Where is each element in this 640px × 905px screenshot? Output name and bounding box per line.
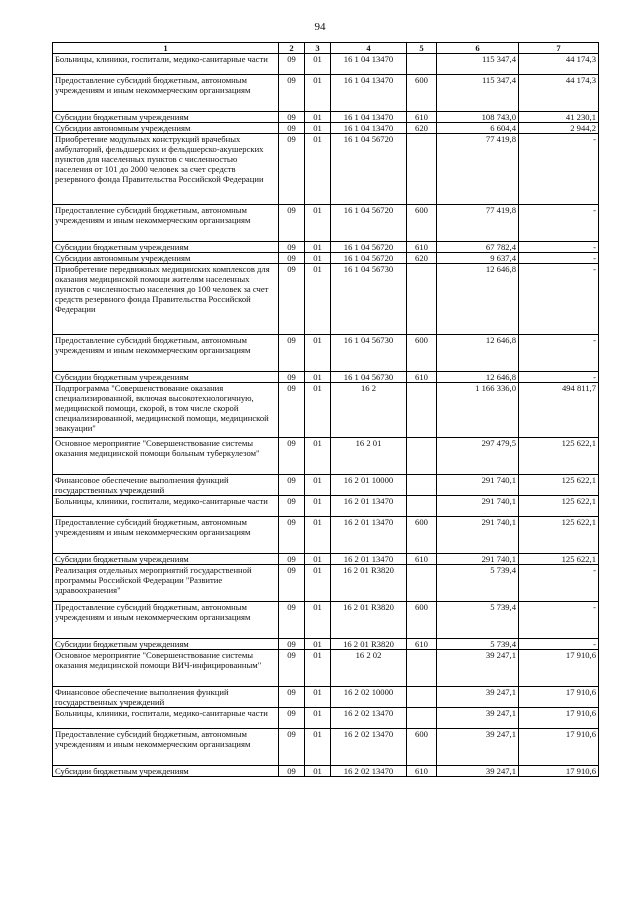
amount-2-cell: 2 944,2 xyxy=(519,123,599,134)
section-code-cell: 09 xyxy=(279,242,305,253)
amount-2-cell: - xyxy=(519,264,599,335)
amount-cell: 291 740,1 xyxy=(437,496,519,517)
section-code-cell: 09 xyxy=(279,729,305,766)
amount-2-cell: 125 622,1 xyxy=(519,475,599,496)
amount-2-cell: 494 811,7 xyxy=(519,383,599,438)
subsection-code-cell: 01 xyxy=(305,75,331,112)
table-row xyxy=(53,729,599,766)
table-row xyxy=(53,766,599,777)
amount-2-cell: 125 622,1 xyxy=(519,517,599,554)
table-row xyxy=(53,383,599,438)
section-code-cell: 09 xyxy=(279,496,305,517)
target-article-cell: 16 2 02 10000 xyxy=(331,687,407,708)
subsection-code-cell: 01 xyxy=(305,496,331,517)
expense-type-cell xyxy=(407,383,437,438)
amount-2-cell: - xyxy=(519,335,599,372)
section-code-cell: 09 xyxy=(279,205,305,242)
table-row xyxy=(53,242,599,253)
amount-cell: 291 740,1 xyxy=(437,554,519,565)
table-row xyxy=(53,75,599,112)
amount-cell: 291 740,1 xyxy=(437,517,519,554)
target-article-cell: 16 1 04 13470 xyxy=(331,54,407,75)
subsection-code-cell: 01 xyxy=(305,565,331,602)
target-article-cell: 16 1 04 56720 xyxy=(331,134,407,205)
expense-type-cell: 620 xyxy=(407,123,437,134)
subsection-code-cell: 01 xyxy=(305,766,331,777)
target-article-cell: 16 2 01 13470 xyxy=(331,517,407,554)
section-code-cell: 09 xyxy=(279,335,305,372)
target-article-cell: 16 1 04 13470 xyxy=(331,75,407,112)
amount-2-cell: - xyxy=(519,565,599,602)
table-row xyxy=(53,253,599,264)
header-cell-2: 2 xyxy=(279,43,305,54)
subsection-code-cell: 01 xyxy=(305,134,331,205)
row-name-cell: Субсидии автономным учреждениям xyxy=(53,123,279,134)
row-name-cell: Субсидии бюджетным учреждениям xyxy=(53,766,279,777)
subsection-code-cell: 01 xyxy=(305,708,331,729)
amount-2-cell: 125 622,1 xyxy=(519,554,599,565)
row-name-cell: Предоставление субсидий бюджетным, автономным учреждениям и иным некоммерческим организациям xyxy=(53,205,279,242)
section-code-cell: 09 xyxy=(279,554,305,565)
expense-type-cell: 600 xyxy=(407,205,437,242)
target-article-cell: 16 2 01 xyxy=(331,438,407,475)
expense-type-cell: 600 xyxy=(407,75,437,112)
row-name-cell: Субсидии бюджетным учреждениям xyxy=(53,372,279,383)
expense-type-cell: 610 xyxy=(407,766,437,777)
section-code-cell: 09 xyxy=(279,517,305,554)
header-cell-1: 1 xyxy=(53,43,279,54)
amount-2-cell: - xyxy=(519,372,599,383)
amount-2-cell: - xyxy=(519,253,599,264)
expense-type-cell: 600 xyxy=(407,729,437,766)
table-row xyxy=(53,438,599,475)
table-row xyxy=(53,650,599,687)
expense-type-cell: 610 xyxy=(407,242,437,253)
section-code-cell: 09 xyxy=(279,123,305,134)
section-code-cell: 09 xyxy=(279,438,305,475)
amount-cell: 39 247,1 xyxy=(437,650,519,687)
amount-cell: 115 347,4 xyxy=(437,75,519,112)
subsection-code-cell: 01 xyxy=(305,517,331,554)
amount-cell: 67 782,4 xyxy=(437,242,519,253)
row-name-cell: Больницы, клиники, госпитали, медико-санитарные части xyxy=(53,708,279,729)
row-name-cell: Реализация отдельных мероприятий государственной программы Российской Федерации "Развитие здравоохранения" xyxy=(53,565,279,602)
row-name-cell: Субсидии бюджетным учреждениям xyxy=(53,554,279,565)
subsection-code-cell: 01 xyxy=(305,639,331,650)
target-article-cell: 16 2 xyxy=(331,383,407,438)
target-article-cell: 16 1 04 13470 xyxy=(331,123,407,134)
subsection-code-cell: 01 xyxy=(305,687,331,708)
expense-type-cell xyxy=(407,650,437,687)
row-name-cell: Больницы, клиники, госпитали, медико-санитарные части xyxy=(53,496,279,517)
table-row xyxy=(53,602,599,639)
subsection-code-cell: 01 xyxy=(305,383,331,438)
target-article-cell: 16 2 01 R3820 xyxy=(331,639,407,650)
target-article-cell: 16 2 01 R3820 xyxy=(331,565,407,602)
subsection-code-cell: 01 xyxy=(305,242,331,253)
page-number: 94 xyxy=(314,21,326,33)
amount-cell: 12 646,8 xyxy=(437,335,519,372)
row-name-cell: Предоставление субсидий бюджетным, автономным учреждениям и иным некоммерческим организациям xyxy=(53,602,279,639)
subsection-code-cell: 01 xyxy=(305,602,331,639)
table-row xyxy=(53,123,599,134)
amount-2-cell: 44 174,3 xyxy=(519,75,599,112)
section-code-cell: 09 xyxy=(279,383,305,438)
amount-2-cell: - xyxy=(519,602,599,639)
subsection-code-cell: 01 xyxy=(305,123,331,134)
subsection-code-cell: 01 xyxy=(305,253,331,264)
row-name-cell: Субсидии автономным учреждениям xyxy=(53,253,279,264)
amount-cell: 39 247,1 xyxy=(437,687,519,708)
target-article-cell: 16 2 01 13470 xyxy=(331,496,407,517)
header-row xyxy=(53,43,599,54)
subsection-code-cell: 01 xyxy=(305,112,331,123)
row-name-cell: Финансовое обеспечение выполнения функций государственных учреждений xyxy=(53,475,279,496)
row-name-cell: Приобретение передвижных медицинских комплексов для оказания медицинской помощи жителям населенных пунктов с численностью населения до 100 человек за счет средств резервного фонда Правительства Российской Федерации xyxy=(53,264,279,335)
amount-cell: 77 419,8 xyxy=(437,134,519,205)
amount-2-cell: 17 910,6 xyxy=(519,708,599,729)
amount-2-cell: 17 910,6 xyxy=(519,729,599,766)
target-article-cell: 16 2 02 13470 xyxy=(331,729,407,766)
expense-type-cell xyxy=(407,687,437,708)
expense-type-cell xyxy=(407,565,437,602)
amount-2-cell: 17 910,6 xyxy=(519,766,599,777)
amount-cell: 5 739,4 xyxy=(437,565,519,602)
table-row xyxy=(53,372,599,383)
section-code-cell: 09 xyxy=(279,372,305,383)
table-row xyxy=(53,517,599,554)
amount-cell: 6 604,4 xyxy=(437,123,519,134)
expense-type-cell xyxy=(407,54,437,75)
header-cell-5: 5 xyxy=(407,43,437,54)
target-article-cell: 16 2 01 13470 xyxy=(331,554,407,565)
target-article-cell: 16 2 01 R3820 xyxy=(331,602,407,639)
expense-type-cell xyxy=(407,438,437,475)
section-code-cell: 09 xyxy=(279,602,305,639)
table-row xyxy=(53,554,599,565)
amount-2-cell: - xyxy=(519,639,599,650)
row-name-cell: Финансовое обеспечение выполнения функций государственных учреждений xyxy=(53,687,279,708)
section-code-cell: 09 xyxy=(279,134,305,205)
table-body xyxy=(53,54,599,777)
target-article-cell: 16 2 02 xyxy=(331,650,407,687)
section-code-cell: 09 xyxy=(279,639,305,650)
table-row xyxy=(53,112,599,123)
expense-type-cell: 610 xyxy=(407,372,437,383)
section-code-cell: 09 xyxy=(279,54,305,75)
target-article-cell: 16 1 04 56730 xyxy=(331,372,407,383)
subsection-code-cell: 01 xyxy=(305,554,331,565)
target-article-cell: 16 2 02 13470 xyxy=(331,708,407,729)
header-cell-4: 4 xyxy=(331,43,407,54)
section-code-cell: 09 xyxy=(279,565,305,602)
table-row xyxy=(53,205,599,242)
header-cell-6: 6 xyxy=(437,43,519,54)
amount-2-cell: - xyxy=(519,242,599,253)
row-name-cell: Больницы, клиники, госпитали, медико-санитарные части xyxy=(53,54,279,75)
target-article-cell: 16 1 04 56720 xyxy=(331,205,407,242)
table-row xyxy=(53,496,599,517)
table-row xyxy=(53,335,599,372)
subsection-code-cell: 01 xyxy=(305,475,331,496)
expense-type-cell: 610 xyxy=(407,639,437,650)
row-name-cell: Субсидии бюджетным учреждениям xyxy=(53,639,279,650)
section-code-cell: 09 xyxy=(279,650,305,687)
expense-type-cell: 600 xyxy=(407,335,437,372)
target-article-cell: 16 1 04 56720 xyxy=(331,242,407,253)
amount-cell: 1 166 336,0 xyxy=(437,383,519,438)
table-row xyxy=(53,565,599,602)
row-name-cell: Приобретение модульных конструкций врачебных амбулаторий, фельдшерских и фельдшерско-акушерских пунктов для населенных пунктов с численностью населения от 101 до 2000 человек за счет средств резервного фонда Правительства Российской Федерации xyxy=(53,134,279,205)
amount-cell: 115 347,4 xyxy=(437,54,519,75)
amount-cell: 297 479,5 xyxy=(437,438,519,475)
section-code-cell: 09 xyxy=(279,264,305,335)
table-row xyxy=(53,475,599,496)
subsection-code-cell: 01 xyxy=(305,372,331,383)
expense-type-cell xyxy=(407,708,437,729)
amount-cell: 39 247,1 xyxy=(437,729,519,766)
table-row xyxy=(53,134,599,205)
target-article-cell: 16 1 04 13470 xyxy=(331,112,407,123)
amount-cell: 5 739,4 xyxy=(437,639,519,650)
amount-2-cell: 17 910,6 xyxy=(519,650,599,687)
expense-type-cell xyxy=(407,475,437,496)
amount-cell: 9 637,4 xyxy=(437,253,519,264)
amount-2-cell: 125 622,1 xyxy=(519,496,599,517)
amount-2-cell: 41 230,1 xyxy=(519,112,599,123)
section-code-cell: 09 xyxy=(279,687,305,708)
amount-cell: 108 743,0 xyxy=(437,112,519,123)
table-row xyxy=(53,54,599,75)
row-name-cell: Субсидии бюджетным учреждениям xyxy=(53,112,279,123)
row-name-cell: Предоставление субсидий бюджетным, автономным учреждениям и иным некоммерческим организациям xyxy=(53,517,279,554)
row-name-cell: Подпрограмма "Совершенствование оказания специализированной, включая высокотехнологичную, медицинской помощи, скорой, в том числе скорой специализированной, медицинской помощи, медицинской эвакуации" xyxy=(53,383,279,438)
expense-type-cell xyxy=(407,496,437,517)
target-article-cell: 16 1 04 56730 xyxy=(331,335,407,372)
expense-type-cell xyxy=(407,134,437,205)
amount-2-cell: - xyxy=(519,134,599,205)
section-code-cell: 09 xyxy=(279,75,305,112)
expense-type-cell: 610 xyxy=(407,112,437,123)
target-article-cell: 16 2 01 10000 xyxy=(331,475,407,496)
subsection-code-cell: 01 xyxy=(305,335,331,372)
amount-cell: 77 419,8 xyxy=(437,205,519,242)
table-row xyxy=(53,639,599,650)
amount-2-cell: - xyxy=(519,205,599,242)
target-article-cell: 16 1 04 56720 xyxy=(331,253,407,264)
expense-type-cell xyxy=(407,264,437,335)
amount-cell: 291 740,1 xyxy=(437,475,519,496)
section-code-cell: 09 xyxy=(279,253,305,264)
expense-type-cell: 620 xyxy=(407,253,437,264)
target-article-cell: 16 2 02 13470 xyxy=(331,766,407,777)
section-code-cell: 09 xyxy=(279,708,305,729)
section-code-cell: 09 xyxy=(279,766,305,777)
header-cell-7: 7 xyxy=(519,43,599,54)
table-row xyxy=(53,264,599,335)
amount-cell: 12 646,8 xyxy=(437,264,519,335)
expense-type-cell: 600 xyxy=(407,602,437,639)
header-cell-3: 3 xyxy=(305,43,331,54)
row-name-cell: Субсидии бюджетным учреждениям xyxy=(53,242,279,253)
amount-cell: 5 739,4 xyxy=(437,602,519,639)
section-code-cell: 09 xyxy=(279,475,305,496)
table-row xyxy=(53,687,599,708)
amount-cell: 39 247,1 xyxy=(437,708,519,729)
subsection-code-cell: 01 xyxy=(305,205,331,242)
expense-type-cell: 610 xyxy=(407,554,437,565)
target-article-cell: 16 1 04 56730 xyxy=(331,264,407,335)
amount-2-cell: 44 174,3 xyxy=(519,54,599,75)
subsection-code-cell: 01 xyxy=(305,54,331,75)
section-code-cell: 09 xyxy=(279,112,305,123)
row-name-cell: Предоставление субсидий бюджетным, автономным учреждениям и иным некоммерческим организациям xyxy=(53,729,279,766)
subsection-code-cell: 01 xyxy=(305,264,331,335)
row-name-cell: Предоставление субсидий бюджетным, автономным учреждениям и иным некоммерческим организациям xyxy=(53,335,279,372)
budget-table xyxy=(52,42,599,777)
table-row xyxy=(53,708,599,729)
row-name-cell: Основное мероприятие "Совершенствование системы оказания медицинской помощи ВИЧ-инфицированным" xyxy=(53,650,279,687)
amount-2-cell: 125 622,1 xyxy=(519,438,599,475)
amount-cell: 39 247,1 xyxy=(437,766,519,777)
amount-2-cell: 17 910,6 xyxy=(519,687,599,708)
amount-cell: 12 646,8 xyxy=(437,372,519,383)
row-name-cell: Предоставление субсидий бюджетным, автономным учреждениям и иным некоммерческим организациям xyxy=(53,75,279,112)
row-name-cell: Основное мероприятие "Совершенствование системы оказания медицинской помощи больным туберкулезом" xyxy=(53,438,279,475)
expense-type-cell: 600 xyxy=(407,517,437,554)
subsection-code-cell: 01 xyxy=(305,650,331,687)
subsection-code-cell: 01 xyxy=(305,438,331,475)
subsection-code-cell: 01 xyxy=(305,729,331,766)
